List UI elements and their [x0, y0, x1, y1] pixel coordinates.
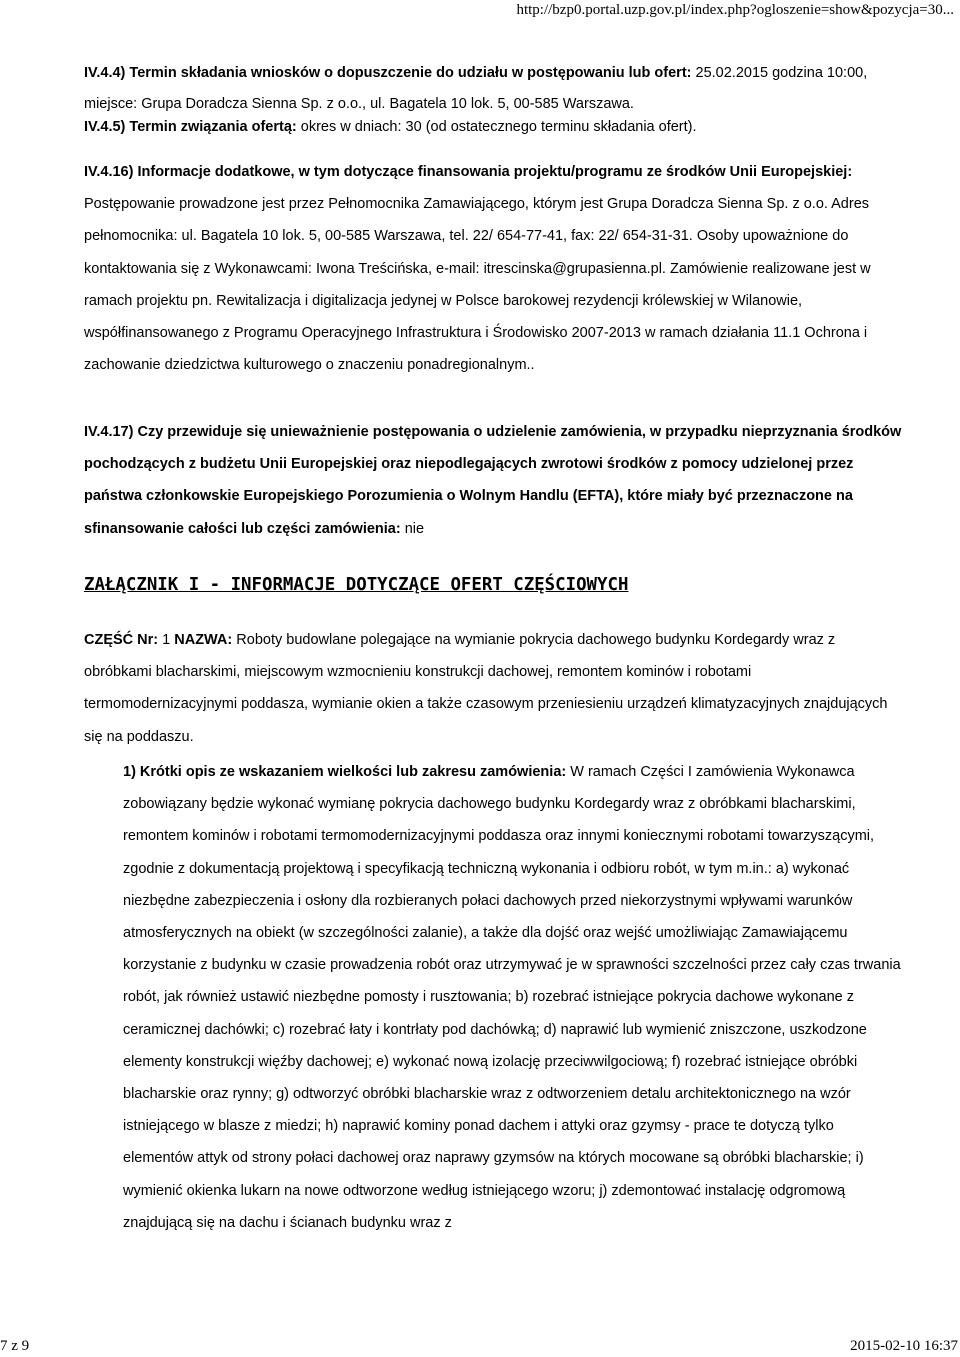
- annex-heading: ZAŁĄCZNIK I - INFORMACJE DOTYCZĄCE OFERT CZĘŚCIOWYCH: [84, 575, 629, 595]
- annex-part-description: [84, 624, 894, 753]
- short-description-text: W ramach Części I zamówienia Wykonawca zobowiązany będzie wykonać wymianę pokrycia dachowego budynku Kordegardy wraz z obróbkami blacharskimi, remontem kominów i robotami termomodernizacyjnymi poddasza oraz innymi koniecznymi robotami towarzyszącymi, zgodnie z dokumentacją projektową i specyfikacją techniczną wykonania i odbioru robót, w tym m.in.: a) wykonać niezbędne zabezpieczenia i osłony dla rozbieranych połaci dachowych przed niekorzystnymi wpływami warunków atmosferycznych na obiekt (w szczególności zalanie), a także dla dojść oraz wejść umożliwiając Zamawiającemu korzystanie z budynku w czasie prowadzenia robót oraz utrzymywać je w sprawności szczelności przez cały czas trwania robót, jak również ustawić niezbędne pomosty i rusztowania; b) rozebrać istniejące pokrycia dachowe wykonane z ceramicznej dachówki; c) rozebrać łaty i kontrłaty pod dachówką; d) naprawić lub wymienić zniszczone, uszkodzone elementy konstrukcji więźby dachowej; e) wykonać nową izolację przeciwwilgociową; f) rozebrać istniejące obróbki blacharskie oraz rynny; g) odtworzyć obróbki blacharskie wraz z odtworzeniem detalu architektonicznego na wzór istniejącego w blasze z miedzi; h) naprawić kominy ponad dachem i attyki oraz gzymsy - prace te dotyczą tylko elementów attyk od strony połaci dachowej oraz naprawy gzymsów na których mocowane są obróbki blacharskie; i) wymienić okienka lukarn na nowe odtworzone według istniejącego wzoru; j) zdemontować instalację odgromową znajdującą się na dachu i ścianach budynku wraz z: [123, 764, 901, 1231]
- section-iv-4-5-text: okres w dniach: 30 (od ostatecznego terminu składania ofert).: [296, 119, 697, 135]
- section-iv-4-5: [84, 112, 697, 143]
- page-url-header: http://bzp0.portal.uzp.gov.pl/index.php?ogloszenie=show&pozycja=30...: [516, 2, 954, 18]
- section-iv-4-17-label: IV.4.17) Czy przewiduje się unieważnienie postępowania o udzielenie zamówienia, w przypadku nieprzyznania środków pochodzących z budżetu Unii Europejskiej oraz niepodlegających zwrotowi środków z pomocy udzielonej przez państwa członkowskie Europejskiego Porozumienia o Wolnym Handlu (EFTA), które miały być przeznaczone na sfinansowanie całości lub części zamówienia:: [84, 424, 902, 537]
- section-iv-4-16-label: IV.4.16) Informacje dodatkowe, w tym dotyczące finansowania projektu/programu ze środków Unii Europejskiej:: [84, 164, 853, 180]
- short-description-label: 1) Krótki opis ze wskazaniem wielkości lub zakresu zamówienia:: [123, 764, 567, 780]
- part-number-label: CZĘŚĆ Nr:: [84, 632, 159, 648]
- section-iv-4-17: [84, 416, 904, 545]
- section-iv-4-5-label: IV.4.5) Termin związania ofertą:: [84, 119, 297, 135]
- annex-short-description: [123, 756, 904, 1239]
- section-iv-4-17-text: nie: [400, 520, 425, 537]
- section-iv-4-4: [84, 58, 904, 120]
- part-name-text: Roboty budowlane polegające na wymianie pokrycia dachowego budynku Kordegardy wraz z obróbkami blacharskimi, miejscowym wzmocnieniu konstrukcji dachowej, remontem kominów i robotami termomodernizacyjnymi poddasza, wymianie okien a także czasowym przeniesieniu urządzeń klimatyzacyjnych znajdujących się na poddaszu.: [84, 632, 888, 745]
- section-iv-4-16-text: Postępowanie prowadzone jest przez Pełnomocnika Zamawiającego, którym jest Grupa Doradcza Sienna Sp. z o.o. Adres pełnomocnika: ul. Bagatela 10 lok. 5, 00-585 Warszawa, tel. 22/ 654-77-41, fax: 22/ 654-31-31. Osoby upoważnione do kontaktowania się z Wykonawcami: Iwona Treścińska, e-mail: itrescinska@grupasienna.pl. Zamówienie realizowane jest w ramach projektu pn. Rewitalizacja i digitalizacja jedynej w Polsce barokowej rezydencji królewskiej w Wilanowie, współfinansowanego z Programu Operacyjnego Infrastruktura i Środowisko 2007-2013 w ramach działania 11.1 Ochrona i zachowanie dziedzictwa kulturowego o znaczeniu ponadregionalnym..: [84, 196, 871, 374]
- page-number: 7 z 9: [0, 1338, 30, 1354]
- section-iv-4-4-text: 25.02.2015 godzina 10:00, miejsce: Grupa Doradcza Sienna Sp. z o.o., ul. Bagatela 10 lok. 5, 00-585 Warszawa.: [84, 65, 868, 112]
- part-name-label: NAZWA:: [174, 632, 233, 648]
- part-number: 1: [158, 632, 175, 648]
- section-iv-4-4-label: IV.4.4) Termin składania wniosków o dopuszczenie do udziału w postępowaniu lub ofert:: [84, 65, 692, 81]
- print-datetime: 2015-02-10 16:37: [850, 1338, 958, 1354]
- section-iv-4-16: [84, 156, 904, 381]
